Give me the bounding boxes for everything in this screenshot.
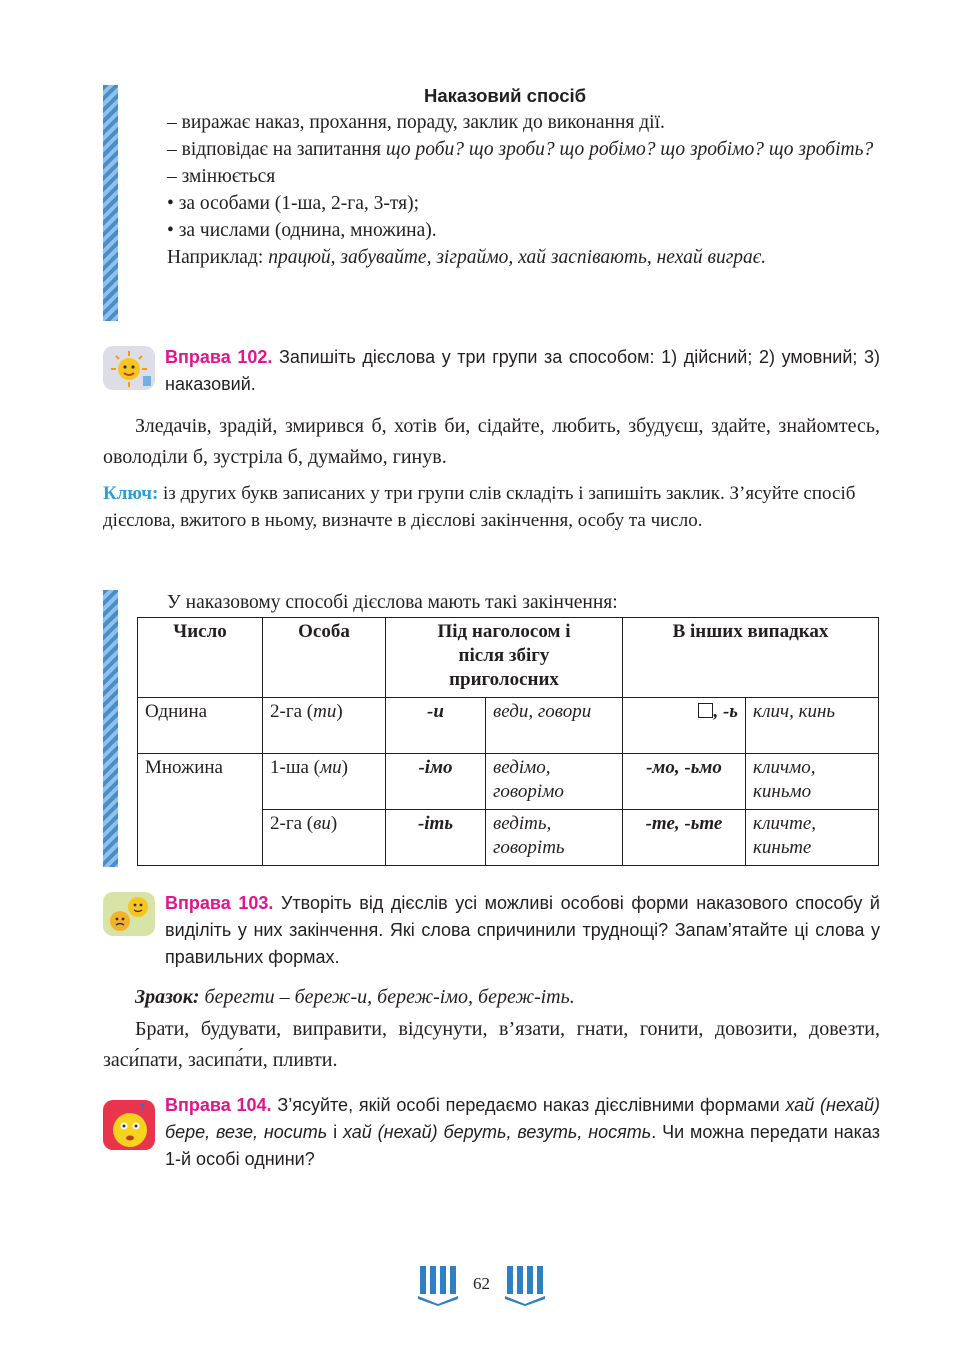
exercise-task: Вправа 104. З’ясуйте, якій особі передаємо наказ дієслівними формами хай (нехай) бере, везе, носить і хай (нехай) беруть, везуть, носять. Чи можна передати наказ 1-й особі однини? bbox=[165, 1095, 880, 1169]
exercise-words: Брати, будувати, виправити, відсунути, в’язати, гнати, гонити, довозити, довезти, заси́пати, засипа́ти, пливти. bbox=[103, 1018, 880, 1071]
exercise-label: Вправа 103. bbox=[165, 893, 274, 913]
exercise-label: Вправа 104. bbox=[165, 1095, 272, 1115]
col-header-person: Особа bbox=[263, 618, 386, 698]
key-label: Ключ: bbox=[103, 483, 159, 504]
cell-words: кличте, киньте bbox=[746, 810, 879, 866]
exercise-task: Вправа 103. Утворіть від дієслів усі можливі особові форми наказового способу й виділіть у них закінчення. Які слова спричинили труднощі? Запам’ятайте ці слова у правильних формах. bbox=[165, 893, 880, 967]
cell-ending: -мо, -ьмо bbox=[623, 754, 746, 810]
col-header-other: В інших випадках bbox=[623, 618, 879, 698]
cell-person: 1-ша (ми) bbox=[263, 754, 386, 810]
endings-table bbox=[137, 617, 879, 866]
table-row bbox=[138, 698, 879, 754]
exercise-task: Вправа 102. Запишіть дієслова у три групи за способом: 1) дійсний; 2) умовний; 3) наказовий. bbox=[165, 347, 880, 394]
svg-text:?: ? bbox=[139, 1102, 146, 1116]
exercise-102 bbox=[103, 344, 880, 398]
exercise-label: Вправа 102. bbox=[165, 347, 273, 367]
table-row bbox=[138, 754, 879, 810]
table-intro: У наказовому способі дієслова мають такі закінчення: bbox=[167, 592, 618, 613]
rule-line: – виражає наказ, прохання, пораду, заклик до виконання дії. bbox=[167, 112, 665, 133]
exercise-104 bbox=[103, 1092, 880, 1173]
rule-line: – відповідає на запитання що роби? що зроби? що робімо? що зробімо? що зробіть? bbox=[167, 139, 874, 160]
cell-ending: -іть bbox=[386, 810, 486, 866]
exercise-key: Ключ: із других букв записаних у три групи слів складіть і запишіть заклик. З’ясуйте спосіб дієслова, вжитого в ньому, визначте в дієслові закінчення, особу та число. bbox=[103, 483, 856, 531]
ornament-left-icon bbox=[416, 1262, 460, 1306]
sun-character-icon bbox=[103, 346, 155, 390]
cell-person: 2-га (ти) bbox=[263, 698, 386, 754]
exercise-sample: Зразок: берегти – береж-и, береж-імо, береж-іть. bbox=[135, 986, 575, 1008]
cell-words: веди, говори bbox=[486, 698, 623, 754]
cell-ending: , -ь bbox=[623, 698, 746, 754]
col-header-stressed: Під наголосом і після збігу приголосних bbox=[386, 618, 623, 698]
exercise-words: Зледачів, зрадій, змирився б, хотів би, сідайте, любить, збудуєш, здайте, знайомтесь, оволоділи б, зустріла б, думаймо, гинув. bbox=[103, 415, 880, 468]
rule-example: Наприклад: працюй, забувайте, зіграймо, хай заспівають, нехай виграє. bbox=[167, 247, 767, 268]
cell-ending: -те, -ьте bbox=[623, 810, 746, 866]
cell-words: ведімо, говорімо bbox=[486, 754, 623, 810]
exercise-103 bbox=[103, 890, 880, 971]
cell-ending: -и bbox=[386, 698, 486, 754]
rule-line: – змінюється bbox=[167, 166, 276, 187]
page-footer bbox=[0, 1262, 963, 1306]
cell-words: клич, кинь bbox=[746, 698, 879, 754]
col-header-number: Число bbox=[138, 618, 263, 698]
rule-line: • за числами (однина, множина). bbox=[167, 220, 437, 241]
rule-line: • за особами (1-ша, 2-га, 3-тя); bbox=[167, 193, 419, 214]
ornament-right-icon bbox=[503, 1262, 547, 1306]
smiley-characters-icon bbox=[103, 892, 155, 936]
cell-number: Однина bbox=[138, 698, 263, 754]
rule-accent-bar bbox=[103, 590, 118, 867]
rule-accent-bar bbox=[103, 85, 118, 321]
thinking-smiley-icon bbox=[103, 1094, 155, 1150]
cell-number: Множина bbox=[138, 754, 263, 866]
page-number: 62 bbox=[473, 1274, 490, 1293]
empty-ending-square-icon bbox=[698, 703, 713, 718]
cell-words: кличмо, киньмо bbox=[746, 754, 879, 810]
cell-words: ведіть, говоріть bbox=[486, 810, 623, 866]
cell-person: 2-га (ви) bbox=[263, 810, 386, 866]
rule-imperative bbox=[130, 82, 880, 271]
cell-ending: -імо bbox=[386, 754, 486, 810]
rule-title: Наказовий спосіб bbox=[423, 85, 587, 106]
